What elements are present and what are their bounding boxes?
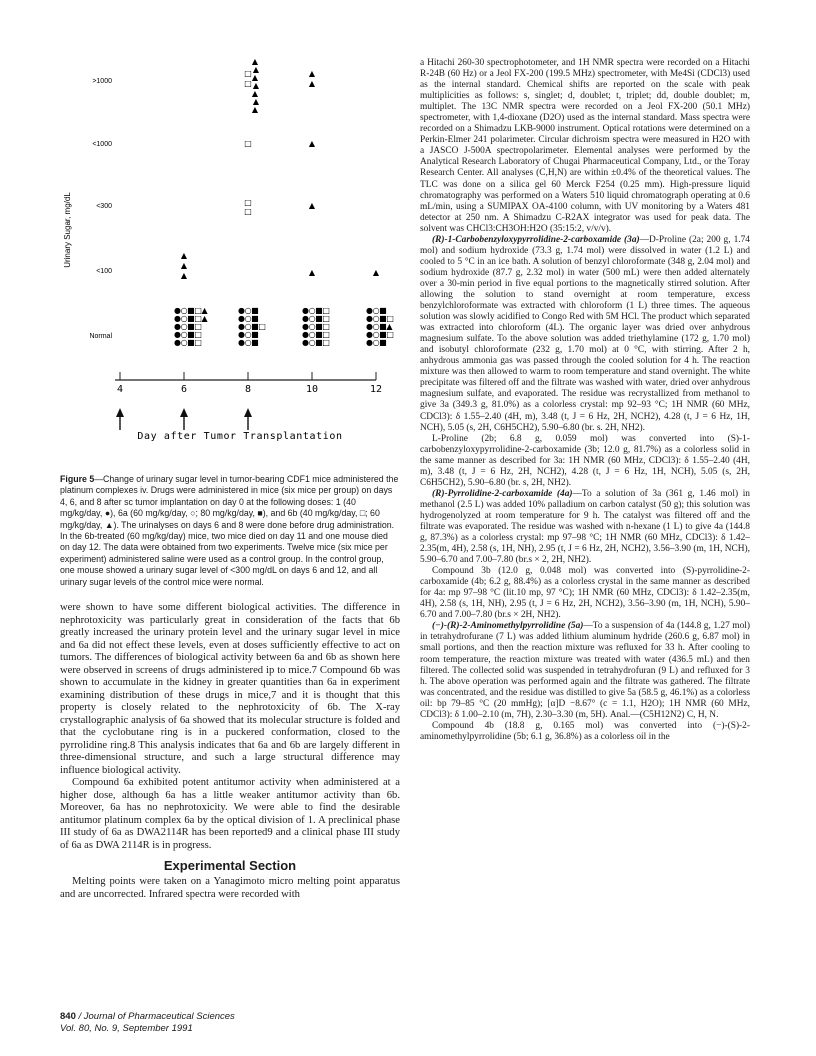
filled-triangle-marker: ▲ [308, 201, 316, 210]
left-paragraph-2: Compound 6a exhibited potent antitumor activity when administered at a higher dose, although 6a has a little weaker antitumor activity than 6b. Moreover, 6a has no nephrotoxicity. We were able to find the desirable antitumor platinum complex 6a by the optical division of 1. A preclinical phase III study of 6a as DWA2114R has been reported9 and a clinical phase III study of 6a as DWA 2114R is in progress. [60, 777, 400, 851]
normal-symbol-row: ●○■□▲ [174, 314, 208, 323]
filled-triangle-marker: ▲ [180, 251, 188, 260]
right-paragraph [420, 434, 750, 489]
page-number: 840 [60, 1011, 76, 1022]
right-paragraph [420, 235, 750, 434]
right-body [420, 58, 750, 743]
normal-symbol-row: ●○■ [238, 338, 259, 347]
left-paragraph-1: were shown to have some different biological activities. The difference in nephrotoxicity was particularly great in consideration of the facts that 6b greatly increased the urinary protein level and the urinary sugar level in mice and 6a did not effect these levels, even at doses sufficiently effective to act on tumors. The differences of biological activity between 6a and 6b as shown here were observed in screens of drugs administered ip to mice.7 Compound 6b was shown to accumulate in the kidney in greater quantities than 6a in experiment examining distribution of these drugs in mice,7 and it is thought that this property is closely related to the nephrotoxicity of 6b. The X-ray crystallographic analysis of 6a showed that its molecular structure is folded and that the cyclobutane ring is in a puckered conformation, closed to the pyrrolidine ring.8 This analysis indicates that 6a and 6b are largely different in three-dimensional structure, and such a large structural difference may influence biological activity. [60, 602, 400, 776]
normal-symbol-row: ●○■□ [302, 314, 330, 323]
filled-triangle-marker: ▲ [180, 261, 188, 270]
caption-text: —Change of urinary sugar level in tumor-bearing CDF1 mice administered the platinum complexes iv. Drugs were administered in mice (six mice per group) on days 4, 6, and 8 after sc tumor implantation on day 0 at the following doses: 1 (40 mg/kg/day, ●), 6a (60 mg/kg/day, ○; 80 mg/kg/day, ■), and 6b (40 mg/kg/day, □; 60 mg/kg/day, ▲). The urinalyses on days 6 and 8 were done before drug administration. In the 6b-treated (60 mg/kg/day) mice, two mice died on day 11 and one mouse died on day 12. The data were obtained from two experiments. Twelve mice (six mice per experiment) administered saline were used as a control group. In the control group, one mouse showed a urinary sugar level of <300 mg/dL on days 6 and 12, and all urinary sugar levels of the control mice were normal. [60, 474, 399, 587]
paragraph-text: —To a suspension of 4a (144.8 g, 1.27 mol) in tetrahydrofurane (7 L) was added lithium aluminum hydride (260.6 g, 6.87 mol) in small portions, and then the reaction mixture was refluxed for 33 h. After cooling to room temperature, the reaction mixture was treated with water (436.5 mL) and then filtered. The collected solid was suspended in tetrahydrofuran (9 L) and refluxed for 3 h. The above operation was performed again and the filtrate was gathered. The filtrate was concentrated, and the residue was distilled to give 5a (58.5 g, 46.1%) as a colorless oil: bp 79–85 °C (20 mmHg); [α]D −8.67° (c = 1.1, H2O); 1H NMR (60 MHz, CDCl3): δ 1.00–2.10 (m, 7H), 2.30–3.30 (m, 5H). Anal.—(C5H12N2) C, H, N. [420, 621, 750, 720]
open-square-marker: □ [244, 69, 252, 78]
normal-symbol-row: ●○■ [238, 306, 259, 315]
filled-triangle-marker: ▲ [372, 268, 380, 277]
normal-symbol-row: ●○■□ [366, 314, 394, 323]
figure-plot [60, 40, 400, 470]
y-tick-label: >1000 [92, 78, 112, 85]
left-paragraph-3: Melting points were taken on a Yanagimoto micro melting point apparatus and are uncorrected. Infrared spectra were recorded with [60, 876, 400, 900]
right-column [420, 58, 750, 743]
filled-triangle-marker: ▲ [251, 89, 259, 98]
filled-triangle-marker: ▲ [251, 57, 259, 66]
dosing-arrow-head [116, 408, 124, 417]
left-column [60, 40, 400, 901]
normal-symbol-row: ●○■□ [302, 338, 330, 347]
normal-symbol-row: ●○■□ [366, 330, 394, 339]
normal-symbol-row: ●○■□▲ [174, 306, 208, 315]
x-axis-label: Day after Tumor Transplantation [137, 431, 343, 442]
figure-caption [60, 474, 400, 588]
compound-heading: (R)-Pyrrolidine-2-carboxamide (4a) [432, 488, 573, 499]
right-paragraph [420, 566, 750, 621]
normal-symbol-row: ●○■□ [302, 306, 330, 315]
open-square-marker: □ [244, 207, 252, 216]
paragraph-text: Compound 4b (18.8 g, 0.165 mol) was converted into (−)-(S)-2-aminomethylpyrrolidine (5b; 6.1 g, 36.8%) as a colorless oil in the [420, 720, 750, 742]
journal-name: / Journal of Pharmaceutical Sciences [75, 1011, 235, 1022]
normal-symbol-row: ●○■□ [238, 322, 266, 331]
right-paragraph [420, 489, 750, 566]
y-tick-label: Normal [89, 333, 112, 340]
normal-symbol-row: ●○■□ [174, 330, 202, 339]
open-square-marker: □ [244, 139, 252, 148]
volume-info: Vol. 80, No. 9, September 1991 [60, 1023, 193, 1034]
filled-triangle-marker: ▲ [252, 81, 260, 90]
right-paragraph [420, 721, 750, 743]
dosing-arrow-head [244, 408, 252, 417]
paragraph-text: —D-Proline (2a; 200 g, 1.74 mol) and sodium hydroxide (73.3 g, 1.74 mol) were dissolved in water (1.2 L) and cooled to 5 °C in an ice bath. A solution of benzyl chloroformate (348 g, 2.04 mol) and sodium hydroxide (87.7 g, 2.32 mol) in water (500 mL) were then added alternately over a 30-min period in five equal portions to the magnetically stirred solution. After allowing the solution to stand overnight at room temperature, excess benzylchloroformate was extracted with chloroform (1 L) three times. The aqueous solution was slowly acidified to Congo Red with 5M HCl. The product which separated was extracted into chloroform (4L). The organic layer was dried over anhydrous magnesium sulfate. To the above solution was added triethylamine (172 g, 1.70 mol) and isobutyl chloroformate (232 g, 1.70 mol) at 0 °C, with stirring. After 2 h, anhydrous ammonia gas was passed through the cooled solution for 4 h. The reaction mixture was then allowed to warm to room temperature and stand overnight. The white precipitate was filtered off and the filtrate was washed with water, dried over anhydrous magnesium sulfate, and evaporated. The residue was recrystallized from methanol to give 3a (349.3 g, 81.0%) as a colorless crystal: mp 92–93 °C; 1H NMR (60 MHz, CDCl3): δ 1.55–2.40 (4H, m), 3.48 (t, J = 6 Hz, 2H, NCH2), 4.28 (t, J = 6 Hz, 1H, NCH), 5.05 (s, 2H, C6H5CH2), 5.90–6.80 (br. s. 2H, NH2). [420, 234, 750, 433]
left-body [60, 602, 400, 852]
filled-triangle-marker: ▲ [252, 97, 260, 106]
open-square-marker: □ [244, 198, 252, 207]
y-tick-label: <1000 [92, 141, 112, 148]
filled-triangle-marker: ▲ [251, 73, 259, 82]
right-paragraph [420, 58, 750, 235]
x-tick-label: 12 [369, 384, 383, 395]
compound-heading: (−)-(R)-2-Aminomethylpyrrolidine (5a) [432, 621, 584, 632]
normal-symbol-row: ●○■ [238, 330, 259, 339]
filled-triangle-marker: ▲ [308, 79, 316, 88]
filled-triangle-marker: ▲ [308, 139, 316, 148]
normal-symbol-row: ●○■ [366, 338, 387, 347]
y-axis-label: Urinary Sugar, mg/dL [63, 192, 72, 268]
normal-symbol-row: ●○■▲ [366, 322, 393, 331]
x-tick-label: 6 [180, 384, 188, 395]
compound-heading: (R)-1-Carbobenzyloxypyrrolidine-2-carboxamide (3a) [432, 234, 640, 245]
x-tick-label: 8 [244, 384, 252, 395]
normal-symbol-row: ●○■□ [302, 322, 330, 331]
left-body-2 [60, 876, 400, 901]
normal-symbol-row: ●○■□ [174, 322, 202, 331]
dosing-arrow-head [180, 408, 188, 417]
figure-5 [60, 40, 400, 470]
filled-triangle-marker: ▲ [308, 69, 316, 78]
section-heading: Experimental Section [163, 858, 297, 874]
filled-triangle-marker: ▲ [308, 268, 316, 277]
normal-symbol-row: ●○■□ [174, 338, 202, 347]
paragraph-text: a Hitachi 260-30 spectrophotometer, and 1H NMR spectra were recorded on a Hitachi R-24B (60 Hz) or a Jeol FX-200 (199.5 MHz) spectrometer, with Me4Si (CDCl3) used as the internal standard. Chemical shifts are reported on the scale with peak multiplicities as follows: s, singlet; d, doublet; t, triplet; dd, double doublet; m, multiplet. The 13C NMR spectra were recorded on a Jeol FX-200 (50.1 MHz) spectrometer, with 1,4-dioxane (D2O) used as the internal standard. Mass spectra were recorded on a Shimadzu LKB-9000 instrument. Optical rotations were determined on a Perkin-Elmer 241 polarimeter. Circular dichroism spectra were measured in H2O with a JASCO J-500A spectropolarimeter. Elemental analyses were performed by the Analytical Research Laboratory of Chugai Pharmaceutical Company, Ltd., or the Toray Research Center. All analyses (C,H,N) are within ±0.4% of the theoretical values. The TLC was done on a silica gel 60 Merck F254 (0.25 mm). High-pressure liquid chromatography was performed on a Waters 510 liquid chromatograph operating at 0.6 mL/min, using a SUMIPAX OA-4100 column, with UV monitoring by a Waters 481 detector at 250 nm. A Shimadzu C-R2AX integrator was used for peak data. The solvent was CHCl3:CH3OH:H2O (35:15:2, v/v/v). [420, 58, 750, 234]
filled-triangle-marker: ▲ [252, 65, 260, 74]
normal-symbol-row: ●○■□ [302, 330, 330, 339]
right-paragraph [420, 621, 750, 720]
page-footer [60, 1011, 235, 1035]
y-tick-label: <100 [96, 268, 112, 275]
normal-symbol-row: ●○■ [238, 314, 259, 323]
caption-label: Figure 5 [60, 474, 95, 484]
normal-symbol-row: ●○■ [366, 306, 387, 315]
x-tick-label: 4 [116, 384, 124, 395]
paragraph-text: Compound 3b (12.0 g, 0.048 mol) was converted into (S)-pyrrolidine-2-carboxamide (4b; 6.2 g, 88.4%) as a colorless crystal in the same manner as described for 4a: mp 97–98 °C (lit.10 mp, 97 °C); 1H NMR (60 MHz, CDCl3): δ 1.42–2.35(m, 4H), 2.58 (s, 1H, NH), 2.95 (t, J = 6 Hz, 2H, NCH2), 3.56–3.90 (m, 1H, NCH), 5.90–6.70 and 7.00–7.80 (br.s × 2H, NH2). [420, 566, 750, 621]
paragraph-text: —To a solution of 3a (361 g, 1.46 mol) in methanol (2.5 L) was added 10% palladium on carbon catalyst (50 g); this solution was hydrogenolyzed at room temperature for 9 h. The catalyst was filtered off and the filtrate was evaporated. The residue was washed with n-hexane (1 L) to give 4a (144.8 g, 87.3%) as a colorless crystal: mp 97–98 °C; 1H NMR (60 MHz, CDCl3): δ 1.42–2.35(m, 4H), 2.58 (s, 1H, NH), 2.95 (t, J = 6 Hz, 2H, NCH2), 3.56–3.90 (m, 1H, NCH), 5.90–6.70 and 7.00–7.80 (br.s × 2, 2H, NH2). [420, 488, 750, 566]
x-tick-label: 10 [305, 384, 319, 395]
filled-triangle-marker: ▲ [180, 271, 188, 280]
open-square-marker: □ [244, 79, 252, 88]
paragraph-text: L-Proline (2b; 6.8 g, 0.059 mol) was converted into (S)-1-carbobenzyloxypyrrolidine-2-carboxamide (3b; 12.0 g, 81.7%) as a colorless solid in the same manner as described for 3a: 1H NMR (60 MHz, CDCl3): δ 1.55–2.40 (4H, m), 3.48 (t, J = 6 Hz, 2H, NCH2), 4.28 (t, J = 6 Hz, 1H, NCH), 5.05 (s, 2H, C6H5CH2), 5.90–6.80 (br. s, 2H, NH2). [420, 433, 750, 488]
filled-triangle-marker: ▲ [251, 105, 259, 114]
y-tick-label: <300 [96, 203, 112, 210]
